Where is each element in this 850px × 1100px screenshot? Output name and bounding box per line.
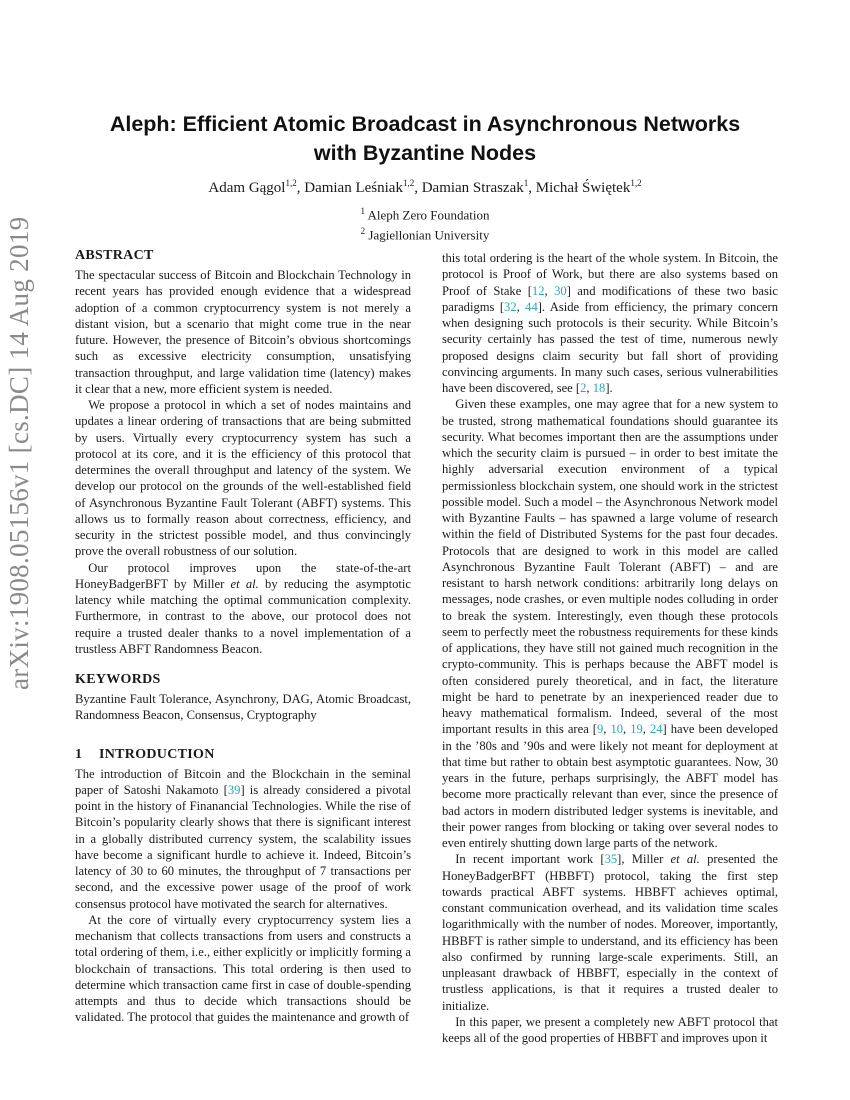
text-run: At the core of virtually every cryptocurrency system lies a mechanism that collects transactions from users and constructs a total ordering of them, i.e., either explicitly or implicitly forming a blockchain of transactions. This total ordering is then used to determine which transaction came first in case of double-spending attempts and thus to decide which transactions should be validated. The protocol that guides the maintenance and growth of [75,912,411,1025]
paper-title [0,110,850,168]
text-run: ] and modifications of these two basic paradigms [ [442,283,778,314]
abstract-body [75,267,411,657]
citation-link[interactable]: 39 [227,782,241,797]
affiliation-name: Jagiellonian University [368,227,490,243]
paragraph [75,560,411,658]
author-name: Michał Świętek [535,180,631,196]
affiliations [0,203,850,244]
author-name: Adam Gągol [208,180,286,196]
italic-text: et al. [230,576,259,591]
arxiv-identifier: arXiv:1908.05156v1 [cs.DC] 14 Aug 2019 [4,216,34,690]
author-name: Damian Straszak [421,180,524,196]
section-heading-introduction [75,746,411,764]
text-run: , [603,722,611,737]
paragraph [442,250,778,396]
author [422,180,529,196]
section-number: 1 [75,746,83,762]
text-run: , [586,381,593,395]
paragraph [75,766,411,912]
introduction-body-right [442,250,778,1046]
paragraph [442,851,778,1014]
text-run: The spectacular success of Bitcoin and Blockchain Technology in recent years has provided enough evidence that a widespread adoption of a common cryptocurrency system is not merely a distant vision, but a scenario that might come true in the near future. However, the presence of Bitcoin’s obvious shortcomings such as excessive electricity consumption, unsatisfying transaction throughput, and large validation time (latency) makes it clear that a new, more efficient system is needed. [75,268,411,396]
citation-link[interactable]: 10 [610,722,624,737]
text-run: ]. [605,381,613,395]
text-run: The introduction of Bitcoin and the Blockchain in the seminal paper of Satoshi Nakamoto [ [75,766,411,797]
citation-link[interactable]: 30 [554,283,567,298]
italic-text: et al. [670,852,700,867]
introduction-body-left [75,766,411,1026]
citation-link[interactable]: 9 [596,722,604,737]
author-sup: 1 [523,178,529,188]
affiliation [0,223,850,243]
author [304,180,414,196]
paragraph [75,912,411,1026]
affiliation [0,203,850,223]
citation-link[interactable]: 32 [504,299,517,314]
abstract-heading: ABSTRACT [75,248,154,263]
section-title: INTRODUCTION [99,746,215,762]
text-run: , [544,283,555,298]
title-line-1: Aleph: Efficient Atomic Broadcast in Asynchronous Networks [109,112,741,136]
citation-link[interactable]: 12 [531,283,545,298]
citation-link[interactable]: 24 [649,722,663,737]
paragraph [442,1014,778,1047]
author-sup: 1,2 [402,178,415,188]
text-run: Given these examples, one may agree that for a new system to be trusted, strong mathematical foundations should guarantee its security. What becomes important then are the assumptions under which the security claim is pursued – in order to best imitate the highly adversarial execution environment of a typical permissionless blockchain system, one should work in the strictest possible model. Such a model – the Asynchronous Network model with Byzantine Faults – has spawned a large volume of research within the field of Distributed Systems for the past four decades. Protocols that are designed to work in this model are called Asynchronous Byzantine Fault Tolerant (ABFT) – and are resistant to harsh network conditions: arbitrarily long delays on messages, node crashes, or even multiple nodes colluding in order to break the system. Interestingly, even though these protocols seem to perfectly meet the robustness requirements for these kinds of applications, they have still not gained much recognition in the crypto-community. This is perhaps because the ABFT model is often considered purely theoretical, and in fact, the literature might be hard to penetrate by an inexperienced reader due to heavy mathematical formalism. Indeed, several of the most important results in this area [ [442,397,778,737]
author-name: Damian Leśniak [304,180,403,196]
text-run: We propose a protocol in which a set of nodes maintains and updates a linear ordering of transactions that are being submitted by users. Virtually every cryptocurrency system has such a protocol at its core, and it is the efficiency of this protocol that determines the overall throughput and latency of the system. We develop our protocol on the grounds of the well-established field of Asynchronous Byzantine Fault Tolerant (ABFT) systems. This allows us to formally reason about correctness, efficiency, and security in the strictest possible model, and thus convincingly prove the overall robustness of our solution. [75,398,411,559]
text-run: , [623,722,631,737]
citation-link[interactable]: 35 [604,852,618,867]
author-list: Adam Gągol$^{1,2}$, Damian Leśniak$^{1,2}$, Damian Straszak$^1$, Michał Świętek$^{1,2}$ [208,178,642,196]
text-run: In recent important work [ [455,852,605,867]
author [536,180,642,196]
paragraph [442,396,778,851]
citation-link[interactable]: 2 [580,381,587,395]
text-run: by reducing the asymptotic latency while matching the optimal communication complexity. Furthermore, in contrast to the above, our protocol does not require a trusted dealer thanks to a novel implementation of a trustless ABFT Randomness Beacon. [75,576,411,656]
affiliation-sup: 1 [360,206,365,216]
text-run: presented the HoneyBadgerBFT (HBBFT) protocol, taking the first step towards practical ABFT systems. HBBFT achieves optimal, constant communication overhead, and its validation time scales logarithmically with the number of nodes. Moreover, importantly, HBBFT is rather simple to understand, and its efficiency has been also confirmed by running large-scale experiments. Still, an unpleasant drawback of HBBFT, especially in the context of trustless applications, is that it requires a trusted dealer to initialize. [442,852,779,1013]
paragraph [75,397,411,560]
text-run: ] have been developed in the ’80s and ’90s and were likely not meant for deployment at that time but rather to obtain best asymptotic guarantees. Now, 30 years in the future, perhaps surprisingly, the ABFT model has become more practically relevant than ever, since the presence of bad actors in modern distributed ledger systems is inevitable, and their power ranges from blocking or taking over several nodes to even entirely shutting down large parts of the network. [442,722,779,850]
text-run: ] is already considered a pivotal point in the history of Finanancial Technologies. While the rise of Bitcoin’s popularity clearly shows that there is significant interest in a globally distributed currency system, the scalability issues have become a significant hurdle to achieve it. Indeed, Bitcoin’s latency of 30 to 60 minutes, the throughput of 7 transactions per second, and the excessive power usage of the proof of work consensus protocol have motivated the search for alternatives. [75,782,411,911]
author [208,180,296,196]
title-line-2: with Byzantine Nodes [313,141,537,165]
text-run: , [516,299,526,314]
text-run: Our protocol improves upon the state-of-the-art HoneyBadgerBFT by Miller [75,560,411,591]
text-run: In this paper, we present a completely new ABFT protocol that keeps all of the good properties of HBBFT and improves upon it [442,1014,778,1045]
text-run: this total ordering is the heart of the whole system. In Bitcoin, the protocol is Proof of Work, but there are also systems based on Proof of Stake [ [442,251,778,298]
text-run: ], Miller [617,852,671,867]
affiliation-sup: 2 [360,226,366,237]
right-column [442,250,778,1046]
left-column [75,247,411,1026]
citation-link[interactable]: 19 [630,722,643,737]
affiliation-name: Aleph Zero Foundation [367,207,490,223]
text-run: ]. Aside from efficiency, the primary concern when designing such protocols is their security. While Bitcoin’s security certainly has passed the test of time, numerous newly proposed designs claim security but fall short of providing convincing arguments. In many such cases, serious vulnerabilities have been discovered, see [ [442,299,778,395]
citation-link[interactable]: 44 [525,299,538,314]
keywords-text: Byzantine Fault Tolerance, Asynchrony, DAG, Atomic Broadcast, Randomness Beacon, Consensus, Cryptography [75,692,411,723]
citation-link[interactable]: 18 [592,381,606,395]
keywords-heading: KEYWORDS [75,672,161,687]
author-sup: 1,2 [630,178,642,188]
author-sup: 1,2 [285,178,297,188]
paragraph [75,267,411,397]
text-run: , [642,722,650,737]
